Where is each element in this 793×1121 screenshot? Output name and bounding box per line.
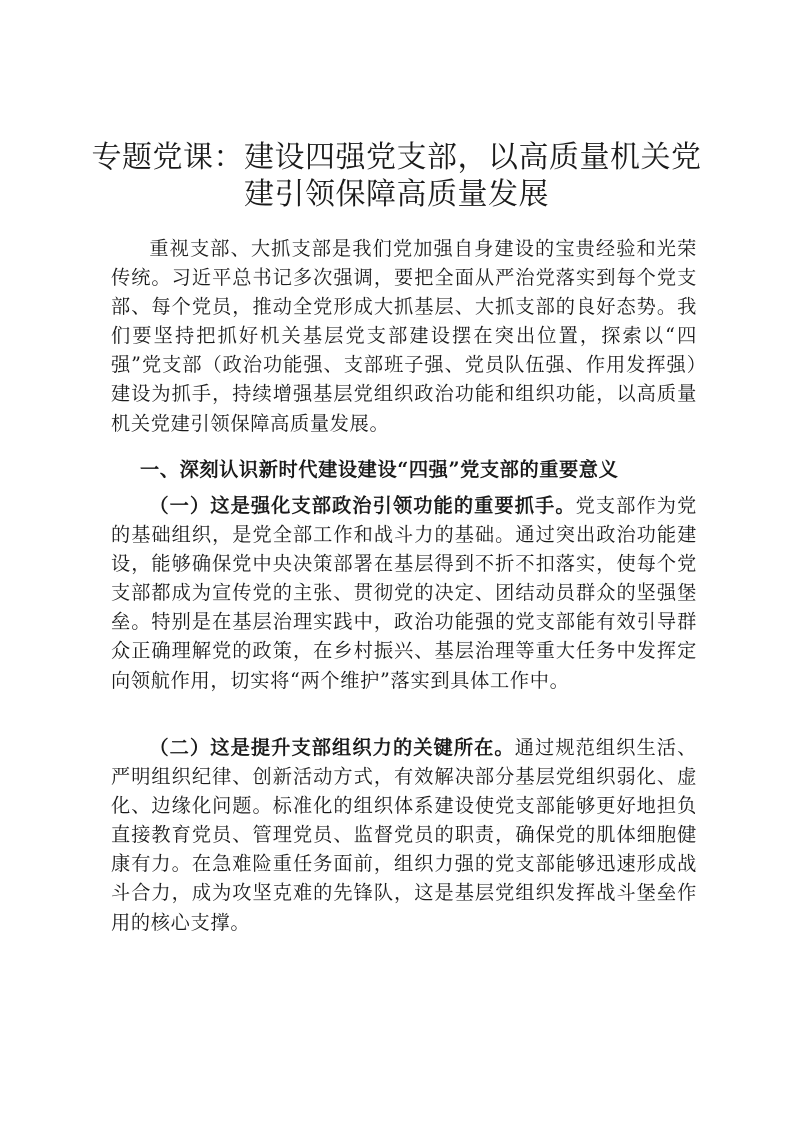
- subsection-1-body: 党支部作为党的基础组织，是党全部工作和战斗力的基础。通过突出政治功能建设，能够确保党中央决策部署在基层得到不折不扣落实，使每个党支部都成为宣传党的主张、贯彻党的决定、团结动员群众的坚强堡垒。特别是在基层治理实践中，政治功能强的党支部能有效引导群众正确理解党的政策，在乡村振兴、基层治理等重大任务中发挥定向领航作用，切实将“两个维护”落实到具体工作中。: [111, 494, 697, 692]
- subsection-2-heading: （二）这是提升支部组织力的关键所在。: [149, 736, 515, 759]
- page-title-line-2: 建引领保障高质量发展: [244, 177, 549, 212]
- page-title: [60, 139, 733, 213]
- subsection-1-paragraph: [111, 491, 697, 695]
- subsection-2-paragraph: [111, 733, 697, 937]
- subsection-2-body: 通过规范组织生活、严明组织纪律、创新活动方式，有效解决部分基层党组织弱化、虚化、边缘化问题。标准化的组织体系建设使党支部能够更好地担负直接教育党员、管理党员、监督党员的职责，确保党的肌体细胞健康有力。在急难险重任务面前，组织力强的党支部能够迅速形成战斗合力，成为攻坚克难的先锋队，这是基层党组织发挥战斗堡垒作用的核心支撑。: [111, 736, 697, 934]
- page-title-line-1: 专题党课：建设四强党支部，以高质量机关党: [91, 140, 702, 175]
- section-1-heading: 一、深刻认识新时代建设建设“四强”党支部的重要意义: [140, 458, 619, 481]
- subsection-1-heading: （一）这是强化支部政治引领功能的重要抓手。: [149, 494, 576, 517]
- intro-paragraph: 重视支部、大抓支部是我们党加强自身建设的宝贵经验和光荣传统。习近平总书记多次强调，要把全面从严治党落实到每个党支部、每个党员，推动全党形成大抓基层、大抓支部的良好态势。我们要坚持把抓好机关基层党支部建设摆在突出位置，探索以“四强”党支部（政治功能强、支部班子强、党员队伍强、作用发挥强）建设为抓手，持续增强基层党组织政治功能和组织功能，以高质量机关党建引领保障高质量发展。: [111, 237, 697, 435]
